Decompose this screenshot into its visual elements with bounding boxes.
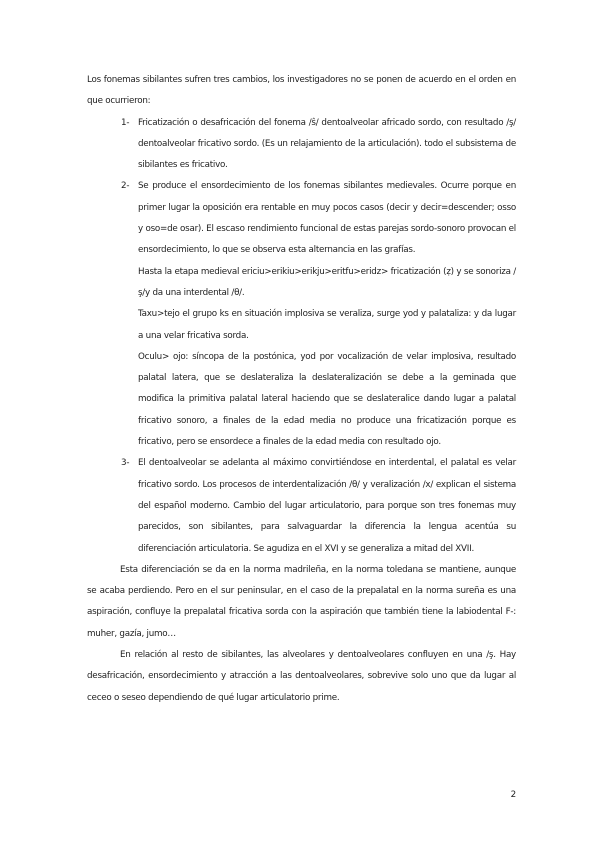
sibilant-changes-list bbox=[87, 113, 516, 560]
list-item-number: 1- bbox=[121, 117, 130, 128]
list-item-subparagraph: Taxu>tejo el grupo ks en situación implosiva se veraliza, surge yod y palataliza: y da lugar a una velar fricativa sorda. bbox=[138, 309, 516, 341]
list-item-number: 2- bbox=[121, 181, 130, 192]
list-item-subparagraph: Hasta la etapa medieval ericiu>erikiu>erikju>eritfu>eridz> fricatización (ẓ) y se sonoriza /ş/y da una interdental /θ/. bbox=[138, 266, 516, 298]
list-item-text: Se produce el ensordecimiento de los fonemas sibilantes medievales. Ocurre porque en primer lugar la oposición era rentable en muy pocos casos (decir y decir=descender; osso y oso=de osar). El escaso rendimiento funcional de estas parejas sordo-sonoro provocan el ensordecimiento, lo que se observa esta alternancia en las grafías. bbox=[138, 181, 516, 256]
list-item-text: El dentoalveolar se adelanta al máximo convirtiéndose en interdental, el palatal es velar fricativo sordo. Los procesos de interdentalización /θ/ y veralización /x/ explican el sistema del español moderno. Cambio del lugar articulatorio, para porque son tres fonemas muy parecidos, son sibilantes, para salvaguardar la diferencia la lengua acentúa su diferenciación articulatoria. Se agudiza en el XVI y se generaliza a mitad del XVII. bbox=[138, 458, 516, 554]
intro-paragraph: Los fonemas sibilantes sufren tres cambios, los investigadores no se ponen de acuerdo en el orden en que ocurrieron: bbox=[87, 75, 516, 107]
page-number: 2 bbox=[510, 790, 516, 800]
list-item-1 bbox=[121, 113, 516, 177]
closing-paragraph: Esta diferenciación se da en la norma madrileña, en la norma toledana se mantiene, aunque se acaba perdiendo. Pero en el sur peninsular, en el caso de la prepalatal en la norma sureña es una aspiración, confluye la prepalatal fricativa sorda con la aspiración que también tiene la labiodental F-: muher, gazía, jumo… bbox=[87, 564, 516, 639]
list-item-number: 3- bbox=[121, 458, 130, 469]
list-item-subparagraph: Oculu> ojo: síncopa de la postónica, yod por vocalización de velar implosiva, resultado palatal latera, que se deslateraliza la deslateralización se debe a la geminada que modifica la primitiva palatal lateral haciendo que se deslateralice dando lugar a palatal fricativo sonoro, a finales de la edad media no produce una fricatización porque es fricativo, pero se ensordece a finales de la edad media con resultado ojo. bbox=[138, 351, 516, 448]
list-item-text: Fricatización o desafricación del fonema /ŝ/ dentoalveolar africado sordo, con resultado /ş/ dentoalveolar fricativo sordo. (Es un relajamiento de la articulación). todo el subsistema de sibilantes es fricativo. bbox=[138, 117, 516, 171]
closing-paragraph: En relación al resto de sibilantes, las alveolares y dentoalveolares confluyen en una /ş. Hay desafricación, ensordecimiento y atracción a las dentoalveolares, sobrevive solo uno que da lugar al ceceo o seseo dependiendo de qué lugar articulatorio prime. bbox=[87, 650, 516, 703]
list-item-2 bbox=[121, 176, 516, 453]
list-item-3 bbox=[121, 453, 516, 559]
